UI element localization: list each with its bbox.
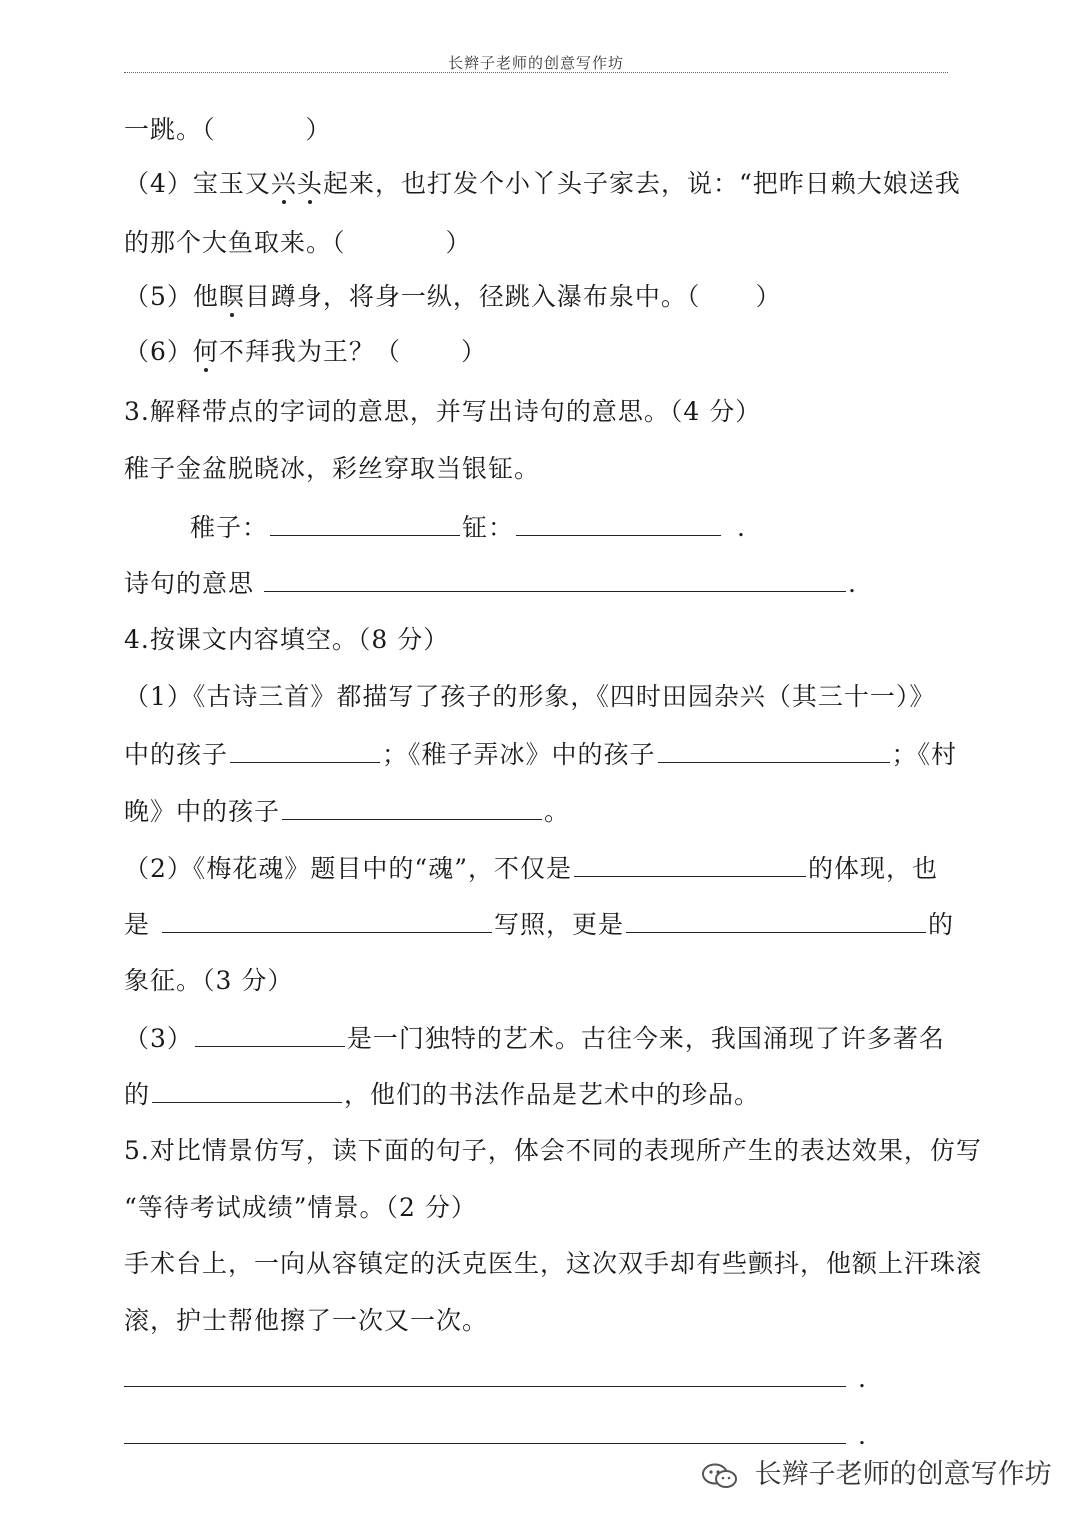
text-segment: 诗句的意思 xyxy=(124,569,255,598)
answer-blank[interactable] xyxy=(658,738,890,763)
question-5-title: 5.对比情景仿写，读下面的句子，体会不同的表现所产生的表达效果，仿写 xyxy=(124,1136,982,1165)
text-line xyxy=(124,336,487,368)
answer-line xyxy=(124,1362,867,1395)
answer-blank[interactable] xyxy=(626,908,926,933)
text-segment: ；《稚子弄冰》中的孩子 xyxy=(382,740,656,769)
answer-blank[interactable] xyxy=(230,738,380,763)
text-segment: 写照，更是 xyxy=(494,910,625,939)
text-segment: . xyxy=(858,1364,867,1393)
text-segment: 的 xyxy=(124,1080,151,1109)
text-segment: 中的孩子 xyxy=(124,740,229,769)
text-line xyxy=(124,114,332,146)
text-segment: （3） xyxy=(124,1024,193,1053)
answer-blank[interactable] xyxy=(270,511,460,536)
text-line xyxy=(190,511,746,544)
text-segment: 不拜我为王？（ xyxy=(218,337,401,366)
answer-blank[interactable] xyxy=(574,852,806,877)
answer-blank[interactable] xyxy=(516,511,721,536)
text-line: 滚，护士帮他擦了一次又一次。 xyxy=(124,1306,489,1335)
text-segment: 一跳。（ xyxy=(124,115,216,144)
text-segment: 稚子： xyxy=(190,513,269,542)
text-segment: ） xyxy=(445,228,472,257)
text-segment: 晚》中的孩子 xyxy=(124,797,281,826)
text-segment: ） xyxy=(755,282,782,311)
text-line xyxy=(124,281,781,313)
text-segment: . xyxy=(737,513,746,542)
text-segment: （6） xyxy=(124,337,193,366)
text-line xyxy=(124,1078,760,1111)
text-segment: 的体现，也 xyxy=(807,854,938,883)
text-segment: （4）宝玉又 xyxy=(124,169,271,198)
text-line xyxy=(124,852,938,885)
text-line xyxy=(124,738,957,771)
dotted-character: 何 xyxy=(192,337,219,366)
text-line: 象征。（3 分） xyxy=(124,966,294,995)
watermark-text: 长辫子老师的创意写作坊 xyxy=(754,1459,1052,1490)
watermark xyxy=(700,1452,1052,1491)
text-segment: 的 xyxy=(928,910,955,939)
text-segment: . xyxy=(858,1421,867,1450)
text-segment: 是一门独特的艺术。古往今来，我国涌现了许多著名 xyxy=(346,1024,945,1053)
text-segment: ） xyxy=(460,337,487,366)
header-divider xyxy=(124,72,948,73)
text-segment: （2）《梅花魂》题目中的“魂”，不仅是 xyxy=(124,854,572,883)
text-line xyxy=(124,908,954,941)
question-4-title: 4.按课文内容填空。（8 分） xyxy=(124,625,450,654)
text-line xyxy=(124,168,961,200)
text-line xyxy=(124,795,570,828)
text-segment: 是 xyxy=(124,910,151,939)
poem-line: 稚子金盆脱晓冰，彩丝穿取当银钲。 xyxy=(124,454,541,483)
text-segment: 。 xyxy=(544,797,571,826)
question-3-title: 3.解释带点的字词的意思，并写出诗句的意思。（4 分） xyxy=(124,397,762,426)
text-segment: （5）他 xyxy=(124,282,219,311)
answer-blank[interactable] xyxy=(152,1078,342,1103)
answer-blank[interactable] xyxy=(282,795,542,820)
text-line xyxy=(124,567,857,600)
text-segment: . xyxy=(848,569,857,598)
text-line xyxy=(124,227,472,259)
text-line: 手术台上，一向从容镇定的沃克医生，这次双手却有些颤抖，他额上汗珠滚 xyxy=(124,1249,983,1278)
text-line: （1）《古诗三首》都描写了孩子的形象，《四时田园杂兴（其三十一）》 xyxy=(124,682,936,711)
text-segment: 钲： xyxy=(462,513,515,542)
text-segment: 目蹲身，将身一纵，径跳入瀑布泉中。（ xyxy=(244,282,701,311)
text-segment: ，他们的书法作品是艺术中的珍品。 xyxy=(344,1080,761,1109)
text-segment: 的那个大鱼取来。（ xyxy=(124,228,346,257)
answer-blank[interactable] xyxy=(124,1362,846,1387)
text-segment: ） xyxy=(305,115,332,144)
answer-blank[interactable] xyxy=(264,567,846,592)
text-segment: ；《村 xyxy=(891,740,958,769)
answer-blank[interactable] xyxy=(195,1022,345,1047)
text-line: “等待考试成绩”情景。（2 分） xyxy=(124,1193,477,1222)
wechat-icon xyxy=(700,1462,740,1490)
page-header: 长辫子老师的创意写作坊 xyxy=(447,54,624,72)
answer-line xyxy=(124,1419,867,1452)
dotted-character: 瞑 xyxy=(218,282,245,311)
answer-blank[interactable] xyxy=(124,1419,846,1444)
text-segment: 起来，也打发个小丫头子家去，说：“把昨日赖大娘送我 xyxy=(322,169,961,198)
answer-blank[interactable] xyxy=(162,908,492,933)
dotted-character: 头 xyxy=(296,169,323,198)
text-line xyxy=(124,1022,945,1055)
dotted-character: 兴 xyxy=(270,169,297,198)
